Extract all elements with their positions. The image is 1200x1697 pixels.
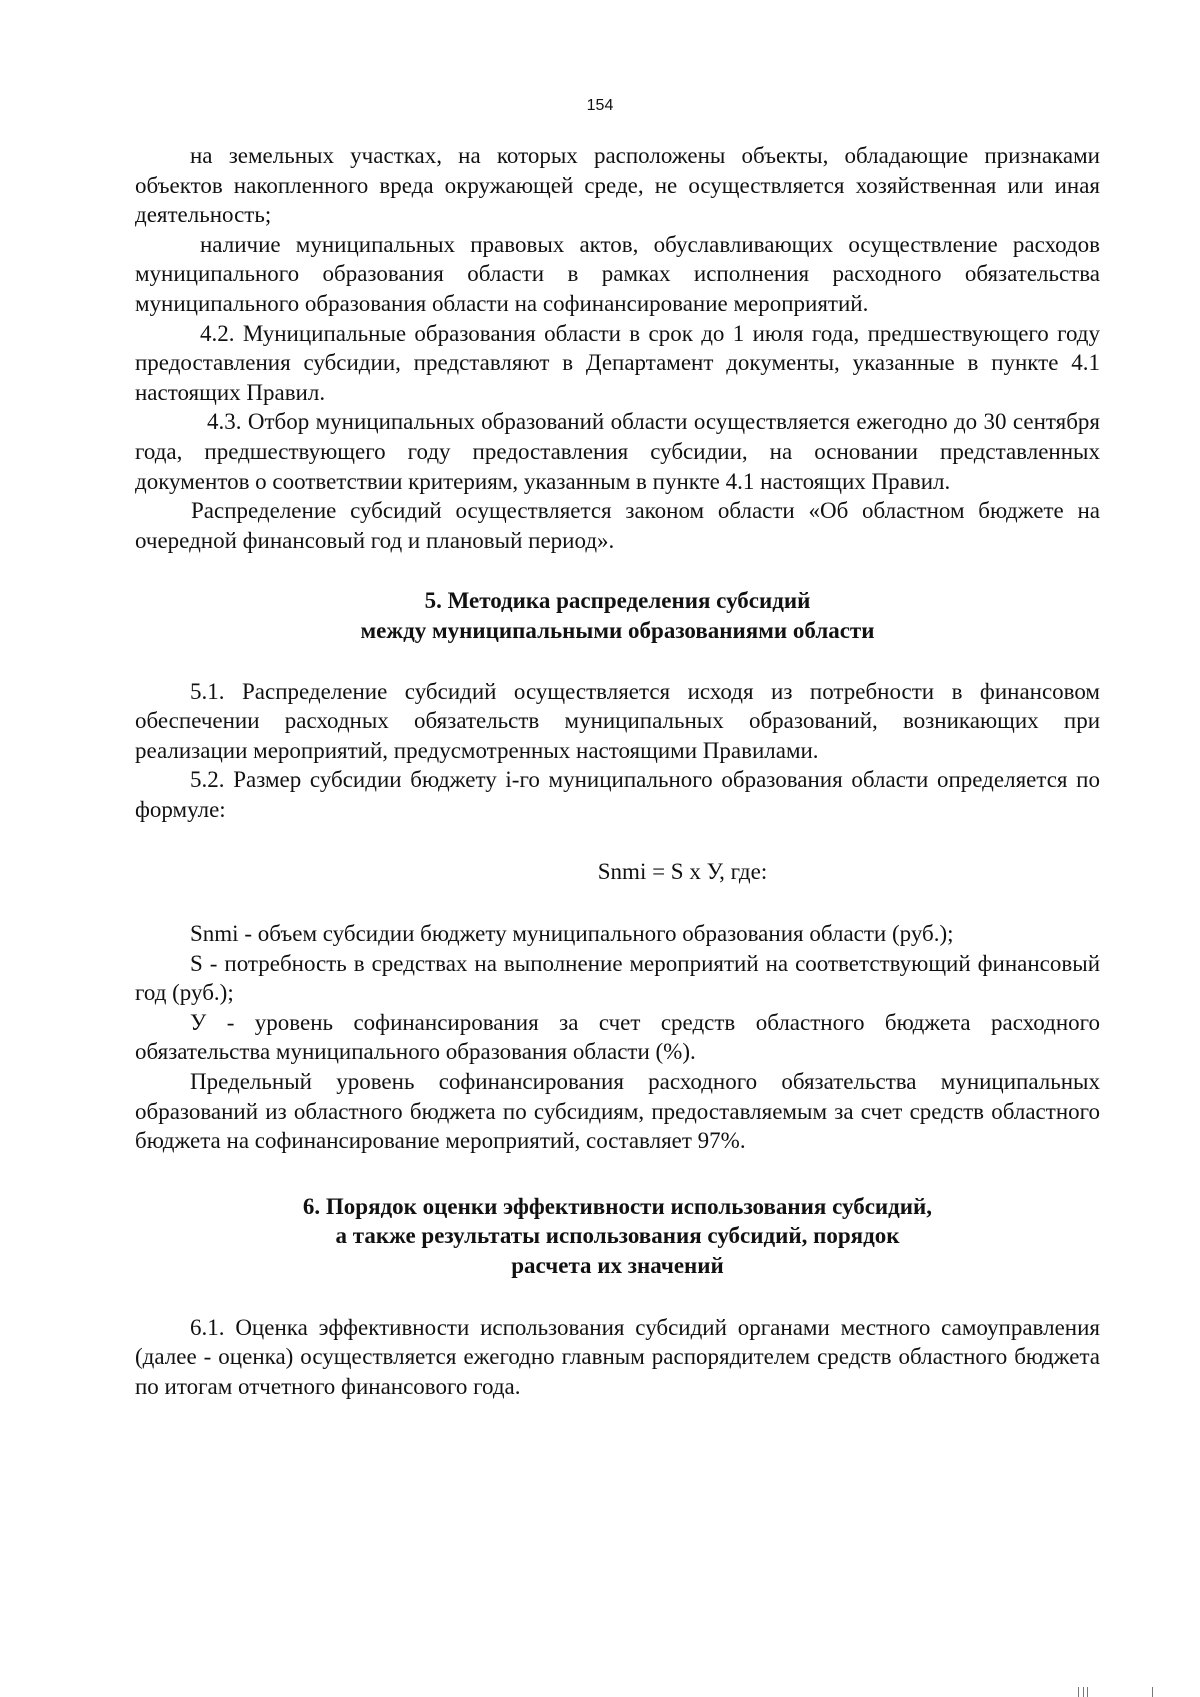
paragraph: 4.2. Муниципальные образования области в срок до 1 июля года, предшествующего году предоставления субсидии, представляют в Департамент документы, указанные в пункте 4.1 настоящих Правил. <box>135 320 1100 405</box>
paragraph: 4.3. Отбор муниципальных образований области осуществляется ежегодно до 30 сентября года, предшествующего году предоставления субсидии, на основании представленных документов о соответствии критериям, указанным в пункте 4.1 настоящих Правил. <box>135 409 1100 494</box>
paragraph: Распределение субсидий осуществляется законом области «Об областном бюджете на очередной финансовый год и плановый период». <box>135 498 1100 553</box>
paragraph: на земельных участках, на которых расположены объекты, обладающие признаками объектов накопленного вреда окружающей среде, не осуществляется хозяйственная или иная деятельность; <box>135 143 1100 228</box>
section-6-heading <box>135 1192 1100 1281</box>
section-5-title-line: 5. Методика распределения субсидий <box>424 588 811 614</box>
paragraph: 5.1. Распределение субсидий осуществляется исходя из потребности в финансовом обеспечении расходных обязательств муниципальных образований, возникающих при реализации мероприятий, предусмотренных настоящими Правилами. <box>135 678 1100 763</box>
document-body <box>135 141 1100 1401</box>
definition: S - потребность в средствах на выполнение мероприятий на соответствующий финансовый год (руб.); <box>135 950 1100 1006</box>
section-6-title-line: расчета их значений <box>511 1253 724 1278</box>
page-number: 154 <box>586 97 614 114</box>
paragraph: наличие муниципальных правовых актов, обуславливающих осуществление расходов муниципального образования области в рамках исполнения расходного обязательства муниципального образования области на софинансирование мероприятий. <box>135 231 1100 316</box>
section-5-heading <box>135 586 1100 645</box>
formula: Snmi = S x У, где: <box>597 859 768 885</box>
paragraph: 6.1. Оценка эффективности использования субсидий органами местного самоуправления (далее - оценка) осуществляется ежегодно главным распорядителем средств областного бюджета по итогам отчетного финансового года. <box>135 1314 1100 1399</box>
definition: У - уровень софинансирования за счет средств областного бюджета расходного обязательства муниципального образования области (%). <box>135 1009 1100 1065</box>
definition: Snmi - объем субсидии бюджету муниципального образования области (руб.); <box>190 921 954 947</box>
section-6-title-line: 6. Порядок оценки эффективности использования субсидий, <box>302 1193 933 1219</box>
paragraph: Предельный уровень софинансирования расходного обязательства муниципальных образований из областного бюджета по субсидиям, предоставляемым за счет средств областного бюджета на софинансирование мероприятий, составляет 97%. <box>135 1069 1100 1154</box>
section-6-title-line: а также результаты использования субсидий, порядок <box>335 1223 900 1249</box>
paragraph: 5.2. Размер субсидии бюджету i-го муниципального образования области определяется по формуле: <box>135 767 1100 822</box>
scan-marks <box>1078 1684 1158 1697</box>
section-5-title-line: между муниципальными образованиями области <box>360 617 875 643</box>
